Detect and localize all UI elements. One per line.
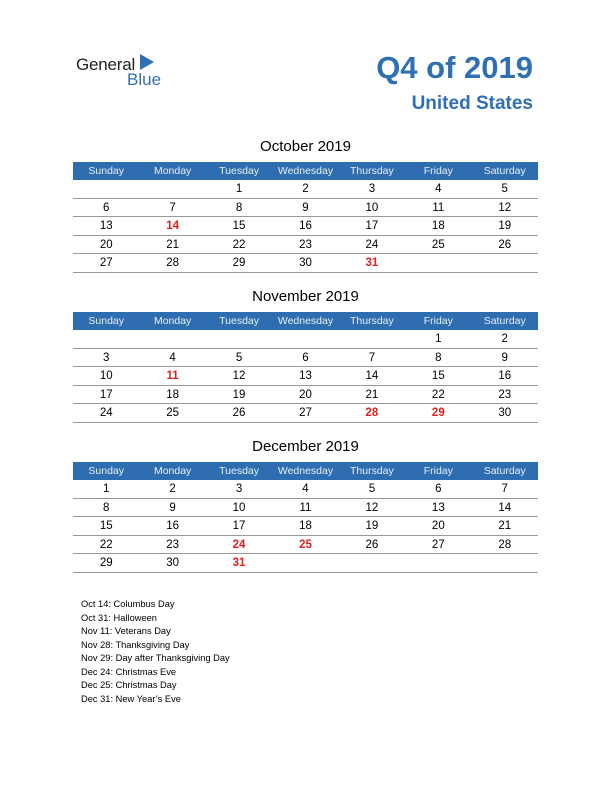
day-cell: 4 <box>435 183 442 195</box>
day-cell: 23 <box>166 538 180 551</box>
weekday-label: Thursday <box>350 465 394 477</box>
weekday-label: Saturday <box>483 465 526 477</box>
day-cell: 22 <box>431 388 445 401</box>
week-row <box>73 330 538 349</box>
day-cell: 30 <box>166 557 180 569</box>
day-cell: 1 <box>235 183 243 195</box>
weekday-label: Sunday <box>88 465 125 477</box>
week-row <box>73 349 538 368</box>
week-row <box>73 499 538 518</box>
week-row <box>73 254 538 273</box>
day-cell <box>139 180 205 198</box>
day-cell <box>139 330 205 348</box>
day-cell: 30 <box>299 257 312 269</box>
day-cell: 10 <box>99 370 113 382</box>
day-cell: 28 <box>166 257 180 269</box>
day-cell: 28 <box>498 538 512 551</box>
day-cell: 11 <box>166 370 179 382</box>
day-cell: 5 <box>368 483 376 495</box>
week-row <box>73 517 538 536</box>
holiday-note: Dec 31: New Year’s Eve <box>81 693 181 704</box>
holiday-list <box>81 598 230 706</box>
weekday-label: Monday <box>153 165 192 177</box>
day-cell: 13 <box>299 370 312 382</box>
weekday-label: Saturday <box>483 165 526 177</box>
weekday-label: Friday <box>423 315 453 327</box>
day-cell: 23 <box>299 238 312 251</box>
week-row <box>73 480 538 499</box>
day-cell <box>339 554 405 572</box>
day-cell: 19 <box>365 520 379 532</box>
week-row <box>73 554 538 573</box>
page-title: Q4 of 2019 <box>376 50 533 85</box>
day-cell: 18 <box>431 220 445 232</box>
week-row <box>73 367 538 386</box>
day-cell: 29 <box>232 257 246 269</box>
day-cell: 3 <box>368 183 376 195</box>
day-cell: 22 <box>99 538 113 551</box>
day-cell: 14 <box>365 370 379 382</box>
day-cell: 20 <box>99 238 113 251</box>
logo-blue-text: Blue <box>127 70 162 89</box>
day-cell: 13 <box>99 220 113 232</box>
day-cell: 30 <box>498 407 512 419</box>
day-cell: 27 <box>99 257 113 269</box>
month-december <box>73 436 538 573</box>
holiday-note: Nov 29: Day after Thanksgiving Day <box>81 653 230 663</box>
day-cell: 11 <box>299 501 312 514</box>
day-cell: 2 <box>169 483 176 495</box>
day-cell: 8 <box>235 201 243 214</box>
holiday-note: Dec 25: Christmas Day <box>81 680 177 690</box>
day-cell: 4 <box>169 351 176 364</box>
weekday-label: Wednesday <box>277 165 334 177</box>
day-cell: 25 <box>166 407 180 419</box>
day-cell: 9 <box>302 201 309 214</box>
day-cell: 21 <box>166 238 180 251</box>
weekday-label: Thursday <box>350 165 394 177</box>
day-cell: 28 <box>365 407 379 419</box>
week-row <box>73 404 538 423</box>
day-cell <box>206 330 272 348</box>
day-cell: 26 <box>365 538 379 551</box>
day-cell: 6 <box>302 351 309 364</box>
day-cell: 4 <box>302 483 309 495</box>
weekday-label: Friday <box>423 465 453 477</box>
day-cell <box>339 330 405 348</box>
day-cell: 7 <box>368 351 376 364</box>
week-row <box>73 386 538 405</box>
day-cell: 18 <box>299 520 312 532</box>
day-cell <box>73 330 139 348</box>
day-cell: 9 <box>501 351 508 364</box>
day-cell: 29 <box>99 557 113 569</box>
day-cell: 19 <box>232 388 246 401</box>
weekday-label: Sunday <box>88 165 125 177</box>
weekday-label: Tuesday <box>219 315 259 327</box>
day-cell: 26 <box>498 238 512 251</box>
week-row <box>73 180 538 199</box>
day-cell: 26 <box>232 407 246 419</box>
weekday-label: Monday <box>153 465 192 477</box>
day-cell: 29 <box>431 407 445 419</box>
weekday-header <box>73 162 538 180</box>
logo-flag-icon <box>140 54 154 70</box>
day-cell: 1 <box>435 333 442 345</box>
month-title: November 2019 <box>252 288 359 305</box>
day-cell <box>472 254 538 272</box>
day-cell: 25 <box>431 238 445 251</box>
day-cell: 22 <box>232 238 246 251</box>
day-cell: 10 <box>365 201 379 214</box>
day-cell: 8 <box>103 501 110 514</box>
month-title: October 2019 <box>260 138 351 155</box>
weekday-header <box>73 312 538 330</box>
day-cell <box>472 554 538 572</box>
day-cell: 27 <box>299 407 312 419</box>
day-cell: 10 <box>232 501 246 514</box>
day-cell: 5 <box>235 351 243 364</box>
day-cell: 7 <box>501 483 508 495</box>
day-cell: 24 <box>365 238 379 251</box>
weekday-header <box>73 462 538 480</box>
logo-general-text: General <box>76 55 136 74</box>
logo <box>76 52 186 92</box>
week-row <box>73 536 538 555</box>
weekday-label: Wednesday <box>277 465 334 477</box>
day-cell: 17 <box>365 220 379 232</box>
day-cell: 14 <box>166 220 180 232</box>
month-title: December 2019 <box>252 438 359 455</box>
weekday-label: Saturday <box>483 315 526 327</box>
day-cell: 31 <box>232 557 246 569</box>
day-cell: 3 <box>103 351 110 364</box>
weekday-label: Monday <box>153 315 192 327</box>
weekday-label: Thursday <box>350 315 394 327</box>
day-cell: 14 <box>498 501 512 514</box>
weekday-label: Friday <box>423 165 453 177</box>
day-cell: 16 <box>498 370 512 382</box>
holiday-note: Oct 31: Halloween <box>81 612 157 623</box>
day-cell: 18 <box>166 388 180 401</box>
day-cell: 21 <box>498 520 512 532</box>
weekday-label: Wednesday <box>277 315 334 327</box>
day-cell: 17 <box>232 520 246 532</box>
day-cell: 16 <box>299 220 312 232</box>
day-cell: 31 <box>365 257 379 269</box>
day-cell: 7 <box>169 201 176 214</box>
holiday-note: Oct 14: Columbus Day <box>81 599 175 609</box>
day-cell <box>272 330 338 348</box>
day-cell: 27 <box>431 538 445 551</box>
day-cell: 20 <box>431 520 445 532</box>
day-cell: 12 <box>365 501 379 514</box>
month-november <box>73 286 538 423</box>
day-cell: 9 <box>169 501 176 514</box>
day-cell: 8 <box>435 351 442 364</box>
day-cell <box>405 554 471 572</box>
weekday-label: Sunday <box>88 315 125 327</box>
day-cell: 5 <box>501 183 508 195</box>
week-row <box>73 217 538 236</box>
day-cell: 15 <box>431 370 445 382</box>
day-cell: 2 <box>302 183 309 195</box>
day-cell: 13 <box>431 501 445 514</box>
week-row <box>73 236 538 255</box>
day-cell: 15 <box>99 520 113 532</box>
day-cell: 12 <box>498 201 512 214</box>
day-cell: 11 <box>432 201 445 214</box>
day-cell <box>73 180 139 198</box>
weekday-label: Tuesday <box>219 165 259 177</box>
day-cell <box>405 254 471 272</box>
day-cell: 24 <box>232 538 246 551</box>
month-october <box>73 136 538 273</box>
holiday-note: Nov 28: Thanksgiving Day <box>81 639 190 650</box>
day-cell: 16 <box>166 520 180 532</box>
weekday-label: Tuesday <box>219 465 259 477</box>
day-cell: 24 <box>99 407 113 419</box>
day-cell: 21 <box>365 388 379 401</box>
day-cell <box>272 554 338 572</box>
holiday-note: Nov 11: Veterans Day <box>81 626 171 636</box>
day-cell: 17 <box>99 388 113 401</box>
day-cell: 23 <box>498 388 512 401</box>
day-cell: 2 <box>501 333 508 345</box>
day-cell: 6 <box>103 201 110 214</box>
day-cell: 19 <box>498 220 512 232</box>
week-row <box>73 199 538 218</box>
day-cell: 25 <box>299 538 312 551</box>
day-cell: 3 <box>235 483 243 495</box>
holiday-note: Dec 24: Christmas Eve <box>81 666 177 677</box>
day-cell: 15 <box>232 220 246 232</box>
day-cell: 20 <box>299 388 312 401</box>
day-cell: 12 <box>232 370 246 382</box>
country-subtitle: United States <box>411 93 533 114</box>
day-cell: 6 <box>435 483 442 495</box>
day-cell: 1 <box>103 483 110 495</box>
